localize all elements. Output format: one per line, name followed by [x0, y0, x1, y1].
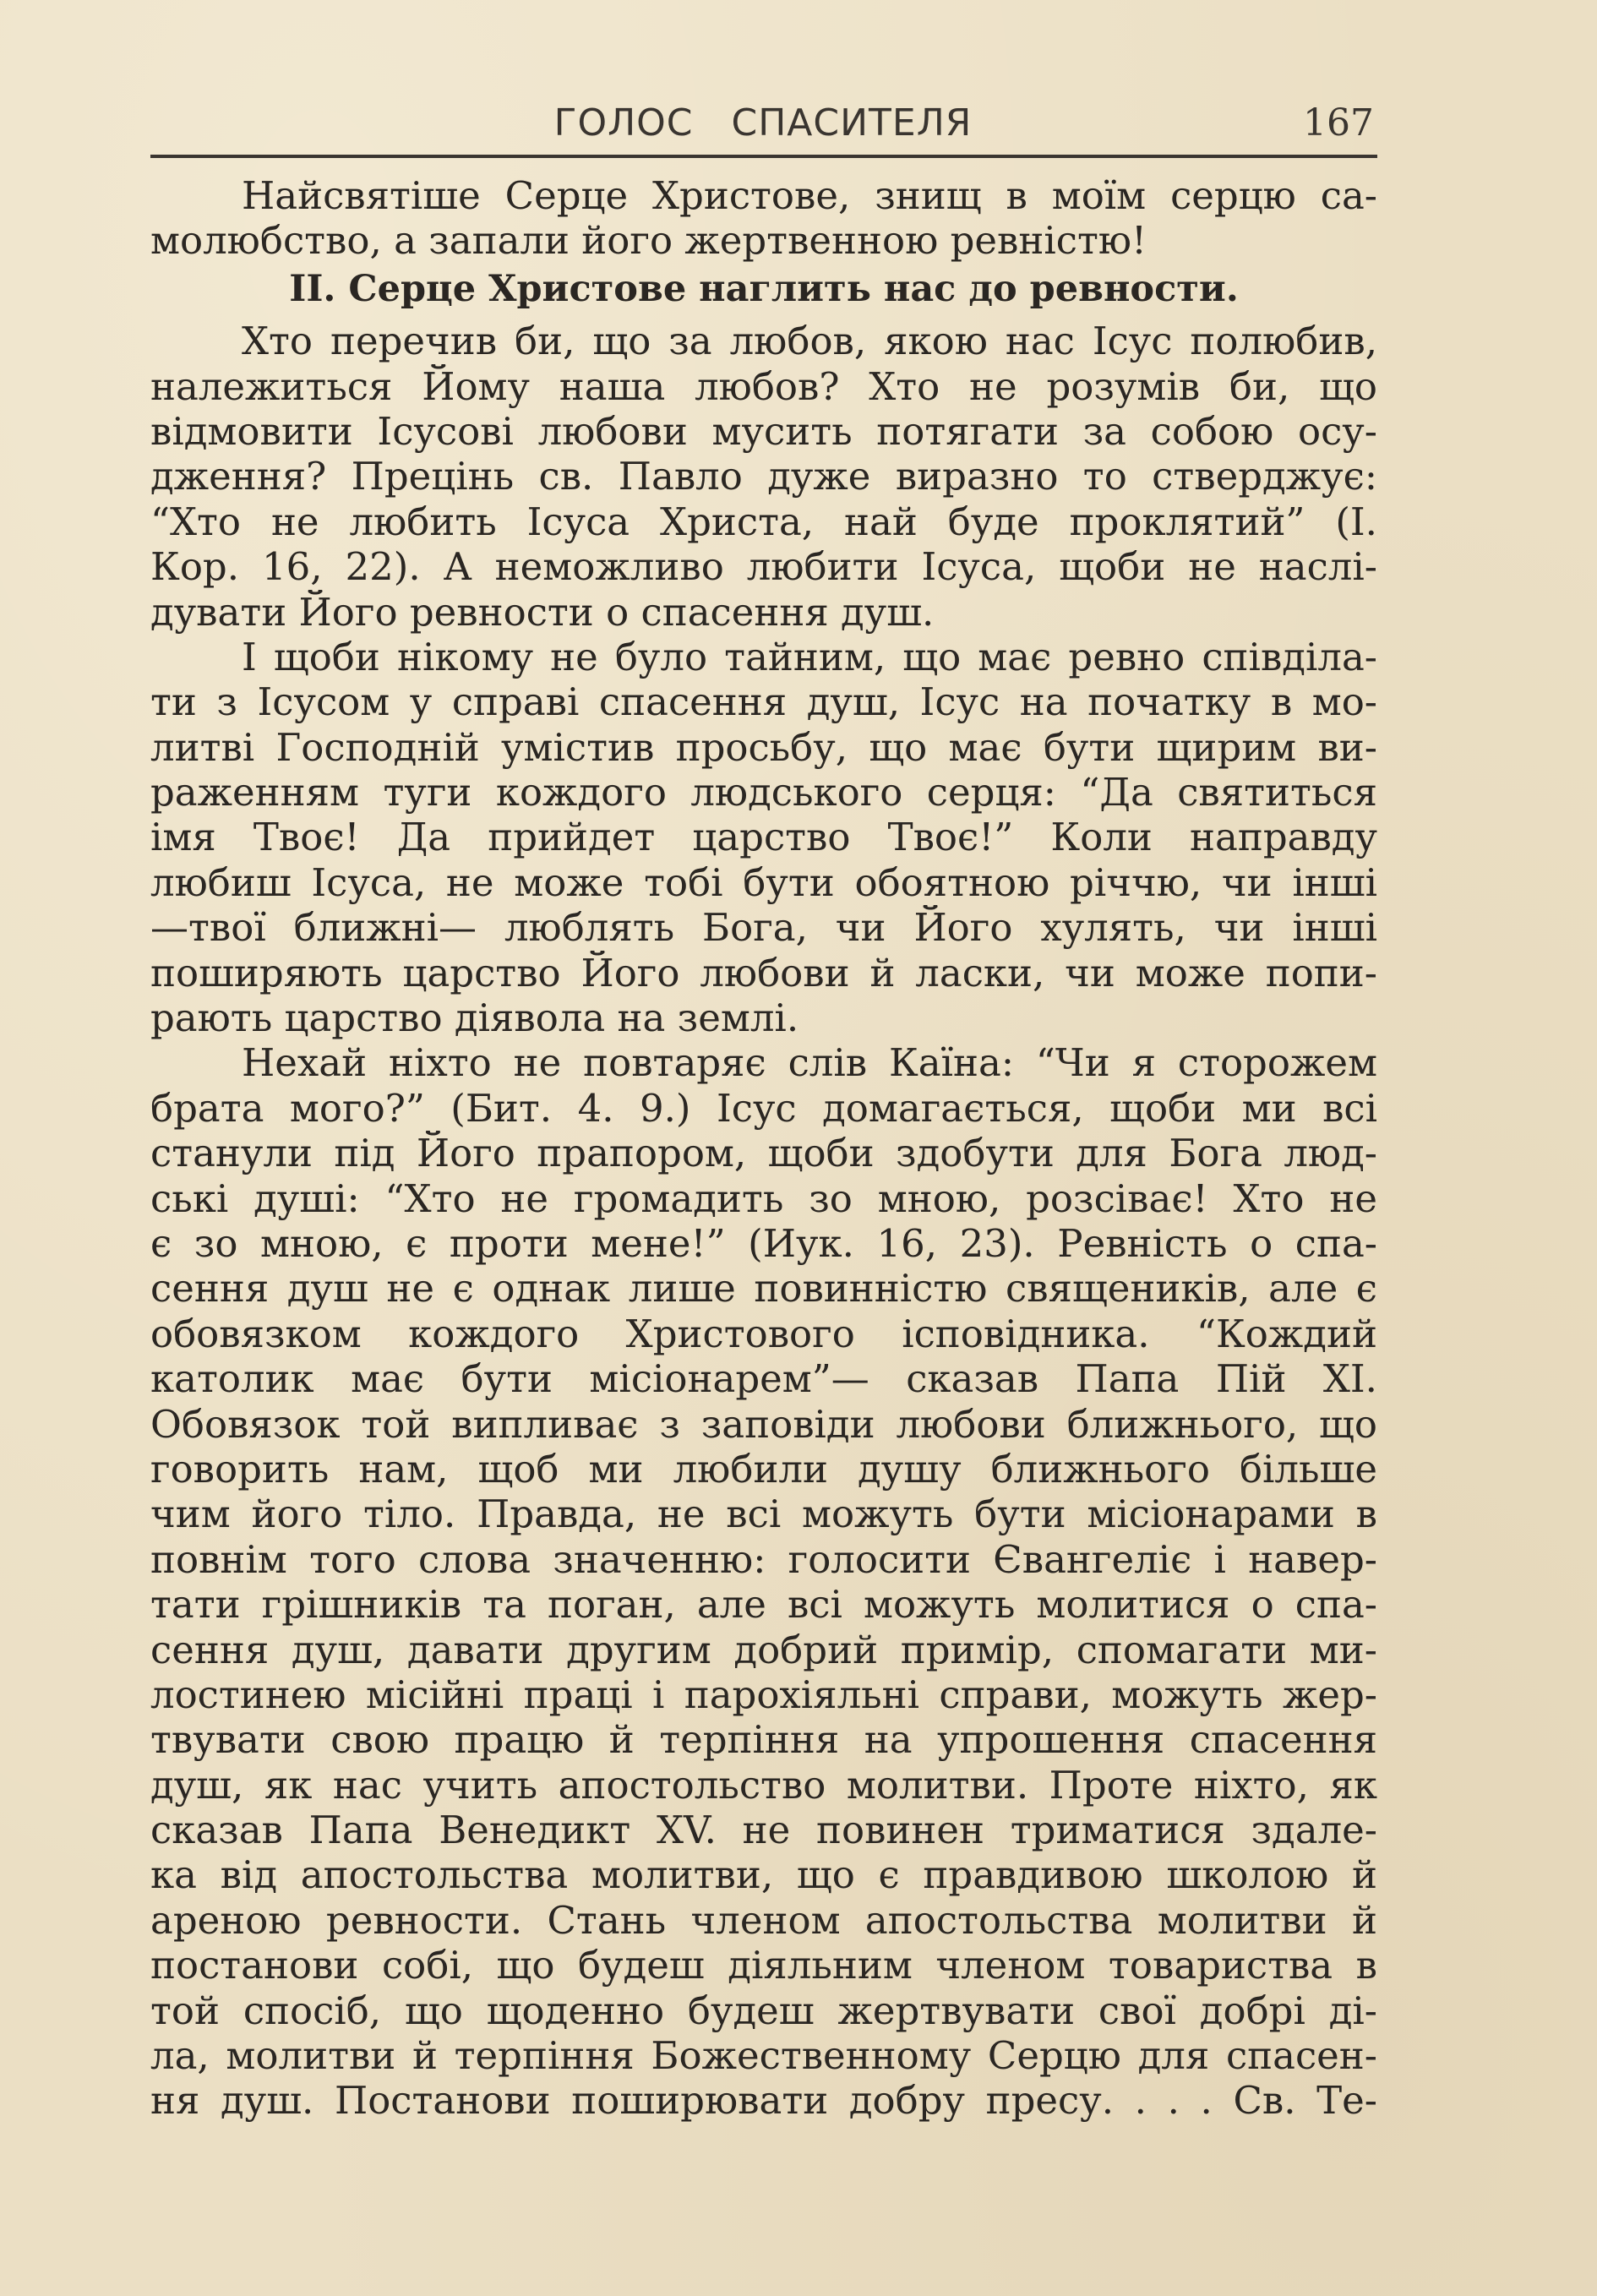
page-header	[150, 95, 1376, 162]
text-line: обовязком кождого Христового ісповідника. “Кождий	[150, 1311, 1377, 1356]
text-line: чим його тіло. Правда, не всі можуть бути місіонарами в	[150, 1492, 1377, 1537]
text-line: ські душі: “Хто не громадить зо мною, розсіває! Хто не	[150, 1175, 1377, 1221]
text-line: лостинею місійні праці і парохіяльні справи, можуть жер-	[150, 1672, 1377, 1717]
text-line: Нехай ніхто не повтаряє слів Каїна: “Чи я сторожем	[242, 1040, 1377, 1086]
text-line: раженням туги кождого людського серця: “Да святиться	[150, 770, 1377, 815]
text-line: поширяють царство Його любови й ласки, чи може попи-	[150, 950, 1377, 995]
text-line: відмовити Ісусові любови мусить потягати за собою осу-	[150, 408, 1377, 454]
page-number: 167	[1303, 101, 1374, 145]
running-title: ГОЛОС СПАСИТЕЛЯ	[553, 101, 973, 145]
text-line: ка від апостольства молитви, що є правдивою школою й	[150, 1852, 1377, 1898]
text-line: станули під Його прапором, щоби здобути для Бога люд-	[150, 1131, 1377, 1176]
text-line: —твої ближні— люблять Бога, чи Його хулять, чи інші	[150, 905, 1377, 951]
text-line: ти з Ісусом у справі спасення душ, Ісус на початку в мо-	[150, 679, 1377, 725]
text-line: Найсвятіше Серце Христове, знищ в моїм серцю са-	[242, 173, 1377, 218]
body-text	[150, 173, 1377, 2124]
text-line: імя Твоє! Да прийдет царство Твоє!” Коли направду	[150, 815, 1377, 860]
text-line: ла, молитви й терпіння Божественному Серцю для спасен-	[150, 2033, 1377, 2079]
text-line: сення душ не є однак лише повинністю священиків, але є	[150, 1266, 1377, 1312]
text-line: належиться Йому наша любов? Хто не розумів би, що	[150, 363, 1377, 409]
text-line: говорить нам, щоб ми любили душу ближнього більше	[150, 1446, 1377, 1492]
header-rule	[150, 155, 1377, 158]
text-line: сення душ, давати другим добрий примір, спомагати ми-	[150, 1627, 1377, 1672]
text-line: є зо мною, є проти мене!” (Иук. 16, 23). Ревність о спа-	[150, 1220, 1377, 1266]
text-line: католик має бути місіонарем”— сказав Папа Пій XI.	[150, 1356, 1377, 1402]
section-heading: II. Серце Христове наглить нас до ревности.	[289, 267, 1239, 310]
text-line: тати грішників та поган, але всі можуть молитися о спа-	[150, 1582, 1377, 1628]
text-line: рають царство діявола на землі.	[150, 995, 799, 1041]
text-line: Хто перечив би, що за любов, якою нас Ісус полюбив,	[242, 319, 1377, 364]
text-line: брата мого?” (Бит. 4. 9.) Ісус домагається, щоби ми всі	[150, 1085, 1377, 1131]
text-line: постанови собі, що будеш діяльним членом товариства в	[150, 1943, 1377, 1988]
text-line: дувати Його ревности о спасення душ.	[150, 589, 935, 635]
text-line: твувати свою працю й терпіння на упрошення спасення	[150, 1717, 1377, 1763]
text-line: дження? Прецінь св. Павло дуже виразно то стверджує:	[150, 454, 1377, 499]
text-line: “Хто не любить Ісуса Христа, най буде проклятий” (I.	[150, 499, 1377, 544]
text-line: той спосіб, що щоденно будеш жертвувати свої добрі ді-	[150, 1988, 1377, 2033]
text-line: Кор. 16, 22). А неможливо любити Ісуса, щоби не наслі-	[150, 544, 1377, 590]
text-line: сказав Папа Венедикт XV. не повинен триматися здале-	[150, 1808, 1377, 1853]
text-line: Обовязок той випливає з заповіди любови ближнього, що	[150, 1401, 1377, 1447]
text-line: І щоби нікому не було тайним, що має ревно співділа-	[242, 634, 1377, 679]
text-line: ареною ревности. Стань членом апостольства молитви й	[150, 1897, 1377, 1943]
text-line: любиш Ісуса, не може тобі бути обоятною річчю, чи інші	[150, 859, 1377, 905]
text-line: душ, як нас учить апостольство молитви. Проте ніхто, як	[150, 1762, 1377, 1808]
text-line: ня душ. Постанови поширювати добру пресу. . . . Св. Те-	[150, 2078, 1377, 2124]
text-line: литві Господній умістив просьбу, що має бути щирим ви-	[150, 724, 1377, 770]
text-line: молюбство, а запали його жертвенною ревністю!	[150, 218, 1147, 264]
text-line: повнім того слова значенню: голосити Євангеліє і навер-	[150, 1536, 1377, 1582]
